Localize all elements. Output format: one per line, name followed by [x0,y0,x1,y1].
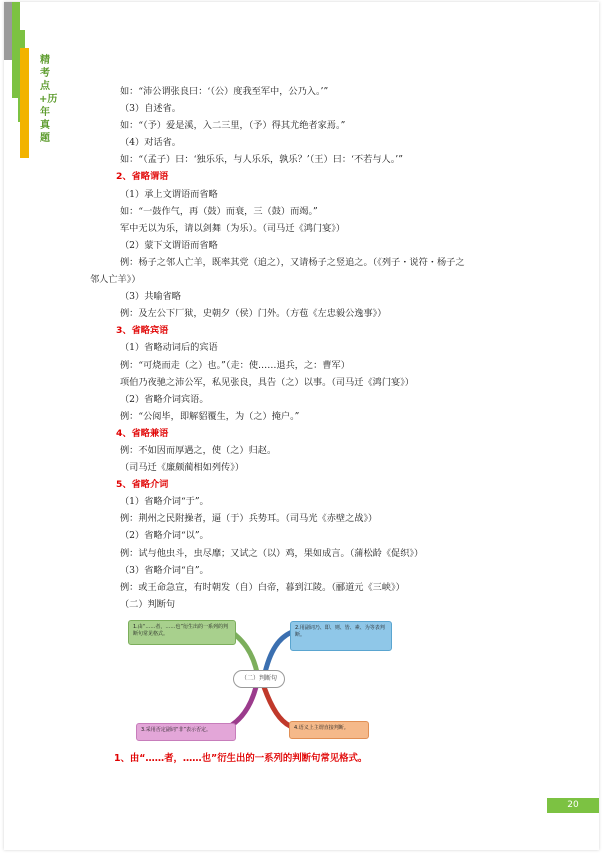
decor-bar-yellow [20,48,29,158]
text-line: （2）省略介词“以”。 [120,530,209,542]
text-line: 军中无以为乐，请以剑舞（为乐）。（司马迁《鸿门宴》） [120,222,346,234]
branch-4 [264,687,290,726]
text-line: 例：“公阅毕，即解貂覆生，为（之）掩户。” [120,410,300,422]
mindmap-center: （二）判断句 [233,670,285,688]
decor-bar-gray [4,2,12,60]
text-line: 如：“（孟子）曰：‘独乐乐，与人乐乐，孰乐？’（王）曰：‘不若与人。’” [120,154,403,166]
text-line: 如：“一鼓作气，再（鼓）而衰，三（鼓）而竭。” [120,205,318,217]
text-line: 例：荆州之民附操者，逼（于）兵势耳。（司马光《赤壁之战》） [120,513,378,525]
mindmap-node-1: 1.由“……者，……也”衍生出的一系列的判断句常见格式。 [128,620,236,645]
mindmap-node-2: 2.用副词乃、即、则、皆、素、为等表判断。 [290,621,392,651]
text-line: （3）共喻省略 [120,291,181,303]
text-line: （1）省略动词后的宾语 [120,342,218,354]
text-line: 如：“沛公谓张良曰：‘（公）度我至军中，公乃入。’” [120,86,329,97]
text-line: （司马迁《廉颇蔺相如列传》） [120,462,245,474]
text-line: 例：及左公下厂狱，史朝夕（侯）门外。（方苞《左忠毅公逸事》） [120,308,387,320]
text-line: （3）省略介词“自”。 [120,564,209,576]
text-line: （2）省略介词宾语。 [120,393,209,405]
text-line: （二）判断句 [120,598,176,610]
mindmap-node-4: 4.语义上主谓直接判断。 [289,721,369,739]
text-line: 例：杨子之邻人亡羊，既率其党（追之），又请杨子之竖追之。（《列子・说符・杨子之 [120,256,465,268]
section-heading: 3、省略宾语 [116,325,169,337]
section-heading: 5、省略介词 [116,479,169,491]
text-line: 邻人亡羊》） [90,274,141,286]
text-line: （3）自述省。 [120,103,181,115]
text-line: 例：“可烧而走（之）也。”（走：使……退兵，之：曹军） [120,359,350,371]
text-line: 例：或王命急宣，有时朝发（自）白帝，暮到江陵。（郦道元《三峡》） [120,581,405,593]
document-body [90,83,520,613]
bottom-heading: 1、由“……者，……也”衍生出的一系列的判断句常见格式。 [114,753,368,764]
section-heading: 2、省略谓语 [116,171,169,183]
text-line: （4）对话省。 [120,137,181,149]
text-line: （1）承上文谓语而省略 [120,188,218,200]
section-heading: 4、省略兼语 [116,427,169,439]
text-line: 例：试与他虫斗，虫尽靡；又试之（以）鸡，果如成言。（蒲松龄《促织》） [120,547,424,559]
page-number: 20 [547,798,599,813]
mindmap-node-3: 3.采用否定副词“非”表示否定。 [136,723,236,741]
text-line: （2）蒙下文谓语而省略 [120,239,218,251]
side-title: 精考点+历年真题 [39,55,58,144]
text-line: 如：“（予）爱是溪，入二三里，（予）得其尤绝者家焉。” [120,120,346,132]
mindmap [124,617,394,745]
text-line: （1）省略介词“于”。 [120,496,209,508]
text-line: 例：不如因而厚遇之，使（之）归赵。 [120,444,277,456]
branch-3 [227,687,256,728]
text-line: 项伯乃夜驰之沛公军，私见张良，具告（之）以事。（司马迁《鸿门宴》） [120,376,414,388]
